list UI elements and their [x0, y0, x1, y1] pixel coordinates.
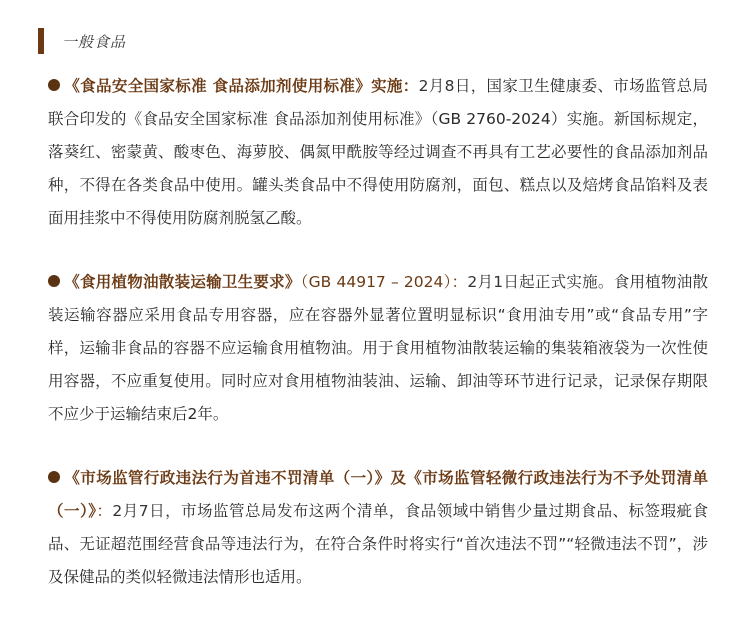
item-heading-suffix: （GB 44917 – 2024）：: [300, 273, 468, 291]
item-heading: 《食用植物油散装运输卫生要求》: [64, 273, 301, 291]
section-title: 一般食品: [62, 32, 127, 51]
news-item-food-additive-standard: [48, 70, 708, 235]
item-body: 市场监管总局发布这两个清单，食品领域中销售少量过期食品、标签瑕疵食品、无证超范围经营食品等违法行为，在符合条件时将实行“首次违法不罚”“轻微违法不罚”，涉及保健品的类似轻微违法情形也适用。: [48, 502, 708, 586]
news-item-penalty-lists: [48, 462, 708, 594]
item-heading: 《市场监管行政违法行为首违不罚清单（一）》及《市场监管轻微行政违法行为不予处罚清单（一）》: [48, 469, 708, 520]
section-header: [38, 28, 126, 54]
bullet-dot-icon: [48, 471, 60, 483]
item-heading: 《食品安全国家标准 食品添加剂使用标准》实施：: [64, 77, 419, 95]
news-item-edible-oil-transport: [48, 266, 708, 431]
item-date: 2月1日起正式实施。: [467, 273, 614, 291]
item-body: 国家卫生健康委、市场监管总局联合印发的《食品安全国家标准 食品添加剂使用标准》（GB 2760-2024）实施。新国标规定，落葵红、密蒙黄、酸枣色、海萝胶、偶氮甲酰胺等经过调查不再具有工艺必要性的食品添加剂品种，不得在各类食品中使用。罐头类食品中不得使用防腐剂，面包、糕点以及焙烤食品馅料及表面用挂浆中不得使用防腐剂脱氢乙酸。: [48, 77, 708, 227]
item-heading-suffix: ：: [96, 502, 113, 520]
item-body: 食用植物油散装运输容器应采用食品专用容器，应在容器外显著位置明显标识“食用油专用”或“食品专用”字样，运输非食品的容器不应运输食用植物油。用于食用植物油散装运输的集装箱液袋为一次性使用容器，不应重复使用。同时应对食用植物油装油、运输、卸油等环节进行记录，记录保存期限不应少于运输结束后2年。: [48, 273, 708, 423]
bullet-dot-icon: [48, 275, 60, 287]
section-accent-bar: [38, 28, 44, 54]
bullet-dot-icon: [48, 79, 60, 91]
item-date: 2月7日，: [112, 502, 182, 520]
item-date: 2月8日，: [418, 77, 487, 95]
